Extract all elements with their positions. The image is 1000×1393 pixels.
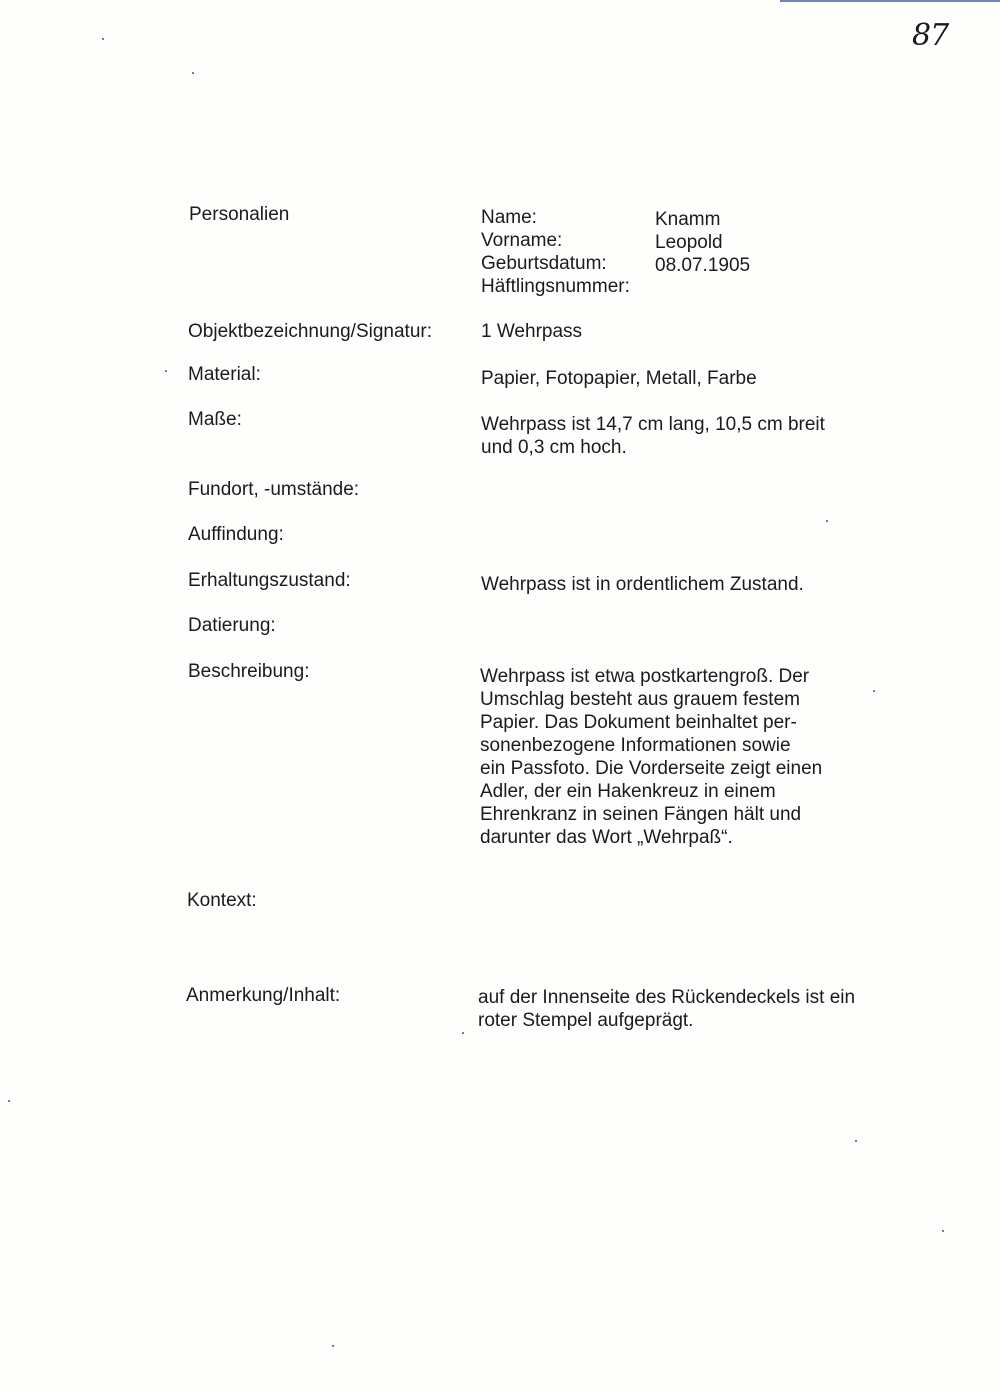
scan-speck (855, 1140, 857, 1142)
field-value-geburtsdatum: 08.07.1905 (655, 255, 751, 276)
scan-speck (192, 72, 194, 74)
label-material: Material: (188, 364, 261, 385)
beschreibung-line: ein Passfoto. Die Vorderseite zeigt einen (480, 758, 823, 779)
value-anmerkung (478, 986, 855, 1032)
scan-edge-line (780, 0, 1000, 2)
beschreibung-line: Umschlag besteht aus grauem festem (480, 689, 800, 710)
personalien-values (655, 208, 750, 277)
label-kontext: Kontext: (187, 890, 257, 911)
scan-speck (873, 690, 875, 692)
value-objektbezeichnung: 1 Wehrpass (481, 321, 583, 342)
label-anmerkung: Anmerkung/Inhalt: (186, 985, 341, 1006)
scan-speck (942, 1230, 944, 1232)
label-fundort: Fundort, -umstände: (188, 479, 360, 500)
label-masse: Maße: (188, 409, 242, 430)
field-value-name: Knamm (655, 209, 721, 230)
scan-speck (332, 1345, 334, 1347)
label-objektbezeichnung: Objektbezeichnung/Signatur: (188, 321, 432, 342)
beschreibung-line: Papier. Das Dokument beinhaltet per- (480, 712, 797, 733)
scan-speck (826, 520, 828, 522)
handwritten-page-number: 87 (912, 18, 949, 53)
field-key-geburtsdatum: Geburtsdatum: (481, 253, 607, 274)
beschreibung-line: Wehrpass ist etwa postkartengroß. Der (480, 666, 810, 687)
value-erhaltungszustand: Wehrpass ist in ordentlichem Zustand. (481, 574, 804, 595)
scan-speck (8, 1100, 10, 1102)
beschreibung-line: Adler, der ein Hakenkreuz in einem (480, 781, 776, 802)
beschreibung-line: Ehrenkranz in seinen Fängen hält und (480, 804, 802, 825)
label-datierung: Datierung: (188, 615, 276, 636)
masse-line: und 0,3 cm hoch. (481, 437, 627, 458)
field-key-haeftlingsnummer: Häftlingsnummer: (481, 276, 630, 297)
scan-speck (165, 370, 167, 372)
field-key-name: Name: (481, 207, 537, 228)
beschreibung-line: sonenbezogene Informationen sowie (480, 735, 791, 756)
label-personalien: Personalien (189, 204, 290, 225)
value-material: Papier, Fotopapier, Metall, Farbe (481, 368, 757, 389)
value-beschreibung (480, 665, 822, 849)
value-masse (481, 413, 825, 459)
masse-line: Wehrpass ist 14,7 cm lang, 10,5 cm breit (481, 414, 825, 435)
label-erhaltungszustand: Erhaltungszustand: (188, 570, 351, 591)
label-beschreibung: Beschreibung: (188, 661, 310, 682)
field-value-vorname: Leopold (655, 232, 723, 253)
personalien-keys (481, 206, 630, 298)
beschreibung-line: darunter das Wort „Wehrpaß“. (480, 827, 733, 848)
anmerkung-line: roter Stempel aufgeprägt. (478, 1010, 694, 1031)
scan-speck (102, 38, 104, 40)
label-auffindung: Auffindung: (188, 524, 284, 545)
scan-speck (462, 1032, 464, 1034)
anmerkung-line: auf der Innenseite des Rückendeckels ist ein (478, 987, 856, 1008)
field-key-vorname: Vorname: (481, 230, 563, 251)
